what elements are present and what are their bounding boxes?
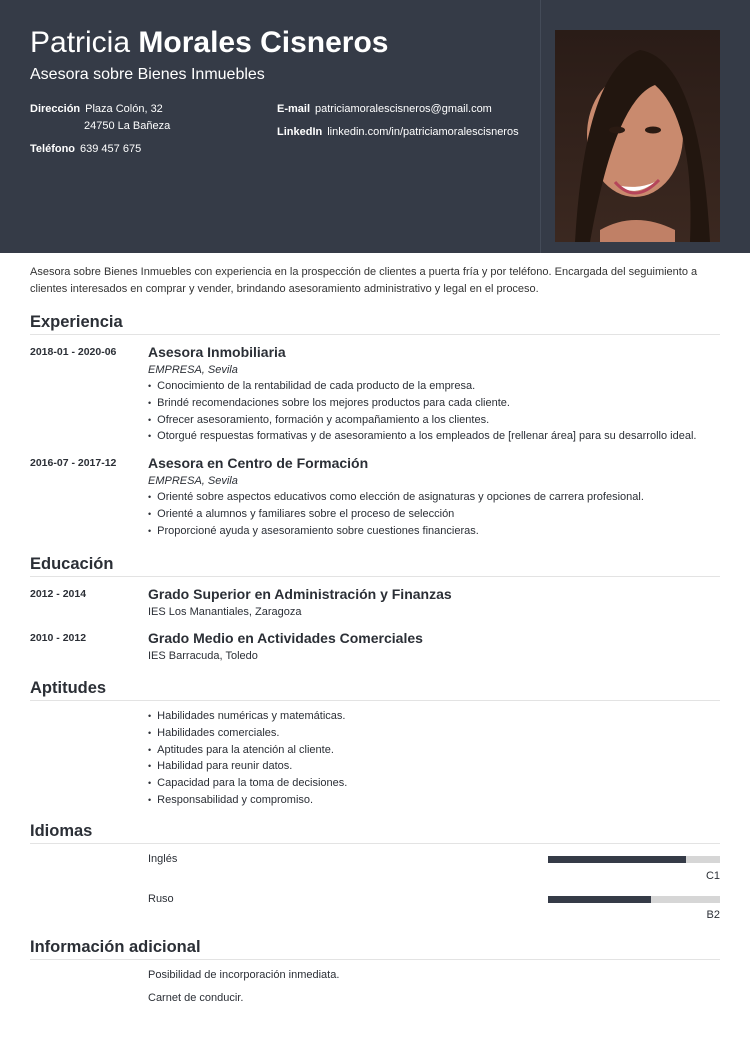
- job-title: Asesora en Centro de Formación: [148, 455, 369, 471]
- list-item: • Capacidad para la toma de decisiones.: [148, 775, 347, 792]
- address-line1: Plaza Colón, 32: [85, 103, 163, 115]
- edu-school: IES Barracuda, Toledo: [148, 650, 258, 662]
- list-item: • Ofrecer asesoramiento, formación y acompañamiento a los clientes.: [148, 412, 696, 429]
- section-heading-languages: Idiomas: [30, 822, 720, 844]
- address-line2: 24750 La Bañeza: [84, 120, 171, 132]
- language-name: Inglés: [148, 853, 178, 865]
- skills-list: [148, 708, 347, 809]
- job-company: EMPRESA, Sevila: [148, 475, 238, 487]
- linkedin-value[interactable]: linkedin.com/in/patriciamoralescisneros: [327, 126, 519, 138]
- full-name: [30, 26, 388, 60]
- edu-title: Grado Medio en Actividades Comerciales: [148, 630, 423, 646]
- first-name: Patricia: [30, 26, 131, 59]
- job-title: Asesora Inmobiliaria: [148, 344, 286, 360]
- job-dates: 2016-07 - 2017-12: [30, 457, 117, 469]
- address-label: Dirección: [30, 103, 81, 115]
- resume-header: [0, 0, 750, 253]
- profile-photo: [555, 30, 720, 242]
- list-item: • Habilidades comerciales.: [148, 725, 347, 742]
- section-heading-education: Educación: [30, 555, 720, 577]
- language-level-bar: [548, 896, 720, 903]
- email: [277, 101, 492, 117]
- list-item: • Orienté a alumnos y familiares sobre el proceso de selección: [148, 506, 644, 523]
- phone: [30, 141, 141, 157]
- edu-dates: 2012 - 2014: [30, 588, 87, 600]
- job-company: EMPRESA, Sevila: [148, 364, 238, 376]
- job-bullets: [148, 378, 696, 445]
- phone-label: Teléfono: [30, 143, 76, 155]
- email-label: E-mail: [277, 103, 311, 115]
- phone-value: 639 457 675: [80, 143, 142, 155]
- list-item: • Habilidad para reunir datos.: [148, 758, 347, 775]
- section-heading-additional: Información adicional: [30, 938, 720, 960]
- job-bullets: [148, 489, 644, 539]
- edu-school: IES Los Manantiales, Zaragoza: [148, 606, 302, 618]
- summary: Asesora sobre Bienes Inmuebles con experiencia en la prospección de clientes a puerta fría y por teléfono. Encargada del seguimiento a clientes interesados en comprar y vender, brindando asesoramiento administrativo y legal en el proceso.: [30, 266, 698, 295]
- list-item: • Otorgué respuestas formativas y de asesoramiento a los empleados de [rellenar área] para su desarrollo ideal.: [148, 428, 696, 445]
- list-item: • Conocimiento de la rentabilidad de cada producto de la empresa.: [148, 378, 696, 395]
- edu-title: Grado Superior en Administración y Finanzas: [148, 586, 452, 602]
- divider: [540, 0, 541, 253]
- list-item: • Orienté sobre aspectos educativos como elección de asignaturas y opciones de carrera profesional.: [148, 489, 644, 506]
- list-item: • Responsabilidad y compromiso.: [148, 792, 347, 809]
- language-level-fill: [548, 896, 651, 903]
- list-item: • Habilidades numéricas y matemáticas.: [148, 708, 347, 725]
- job-dates: 2018-01 - 2020-06: [30, 346, 117, 358]
- edu-dates: 2010 - 2012: [30, 632, 87, 644]
- last-name: Morales Cisneros: [138, 26, 389, 59]
- linkedin: [277, 124, 519, 140]
- language-level: C1: [705, 870, 720, 882]
- list-item: • Proporcioné ayuda y asesoramiento sobre cuestiones financieras.: [148, 523, 644, 540]
- section-heading-skills: Aptitudes: [30, 679, 720, 701]
- list-item: • Brindé recomendaciones sobre los mejores productos para cada cliente.: [148, 395, 696, 412]
- language-level-bar: [548, 856, 720, 863]
- email-value[interactable]: patriciamoralescisneros@gmail.com: [315, 103, 492, 115]
- language-level: B2: [706, 909, 720, 921]
- section-heading-experience: Experiencia: [30, 313, 720, 335]
- linkedin-label: LinkedIn: [277, 126, 323, 138]
- language-name: Ruso: [148, 893, 174, 905]
- job-role: Asesora sobre Bienes Inmuebles: [30, 66, 265, 83]
- address: [30, 101, 163, 117]
- language-level-fill: [548, 856, 686, 863]
- additional-item: Carnet de conducir.: [148, 992, 244, 1004]
- additional-item: Posibilidad de incorporación inmediata.: [148, 969, 340, 981]
- list-item: • Aptitudes para la atención al cliente.: [148, 742, 347, 759]
